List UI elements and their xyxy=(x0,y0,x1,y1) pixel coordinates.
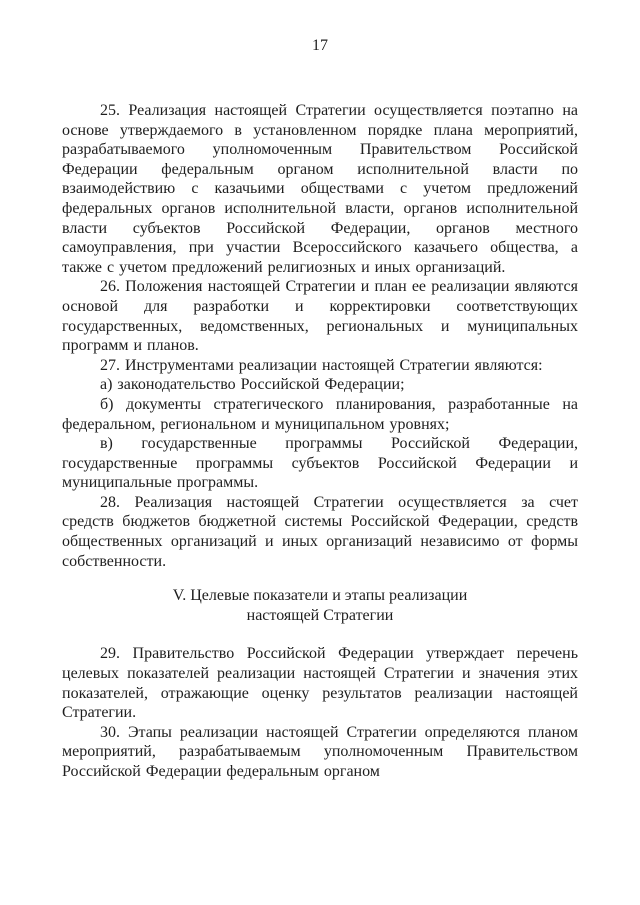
list-item-b: б) документы стратегического планирования, разработанные на федеральном, региональном и муниципальном уровнях; xyxy=(62,395,578,433)
paragraph-28: 28. Реализация настоящей Стратегии осуществляется за счет средств бюджетов бюджетной системы Российской Федерации, средств общественных организаций и иных организаций независимо от формы собственности. xyxy=(62,493,578,570)
list-item-a: а) законодательство Российской Федерации; xyxy=(100,376,405,394)
section-heading xyxy=(62,586,578,625)
paragraph-26: 26. Положения настоящей Стратегии и план ее реализации являются основой для разработки и корректировки соответствующих государственных, ведомственных, региональных и муниципальных программ и планов. xyxy=(62,278,578,355)
paragraph-25: 25. Реализация настоящей Стратегии осуществляется поэтапно на основе утверждаемого в установленном порядке плана мероприятий, разрабатываемого уполномоченным Правительством Российской Федерации федеральным органом исполнительной власти по взаимодействию с казачьими обществами с учетом предложений федеральных органов исполнительной власти, органов исполнительной власти субъектов Российской Федерации, органов местного самоуправления, при участии Всероссийского казачьего общества, а также с учетом предложений религиозных и иных организаций. xyxy=(62,102,578,276)
paragraph-29: 29. Правительство Российской Федерации утверждает перечень целевых показателей реализации настоящей Стратегии и значения этих показателей, отражающие оценку результатов реализации настоящей Стратегии. xyxy=(62,645,578,722)
document-body xyxy=(62,101,578,782)
list-item-v: в) государственные программы Российской Федерации, государственные программы субъектов Российской Федерации и муниципальные программы. xyxy=(62,435,578,492)
page-number: 17 xyxy=(312,37,328,54)
section-heading-line2: настоящей Стратегии xyxy=(246,606,394,624)
section-heading-line1: V. Целевые показатели и этапы реализации xyxy=(172,587,468,605)
paragraph-30: 30. Этапы реализации настоящей Стратегии определяются планом мероприятий, разрабатываемым уполномоченным Правительством Российской Федерации федеральным органом xyxy=(62,723,578,780)
paragraph-27: 27. Инструментами реализации настоящей Стратегии являются: xyxy=(100,356,543,374)
